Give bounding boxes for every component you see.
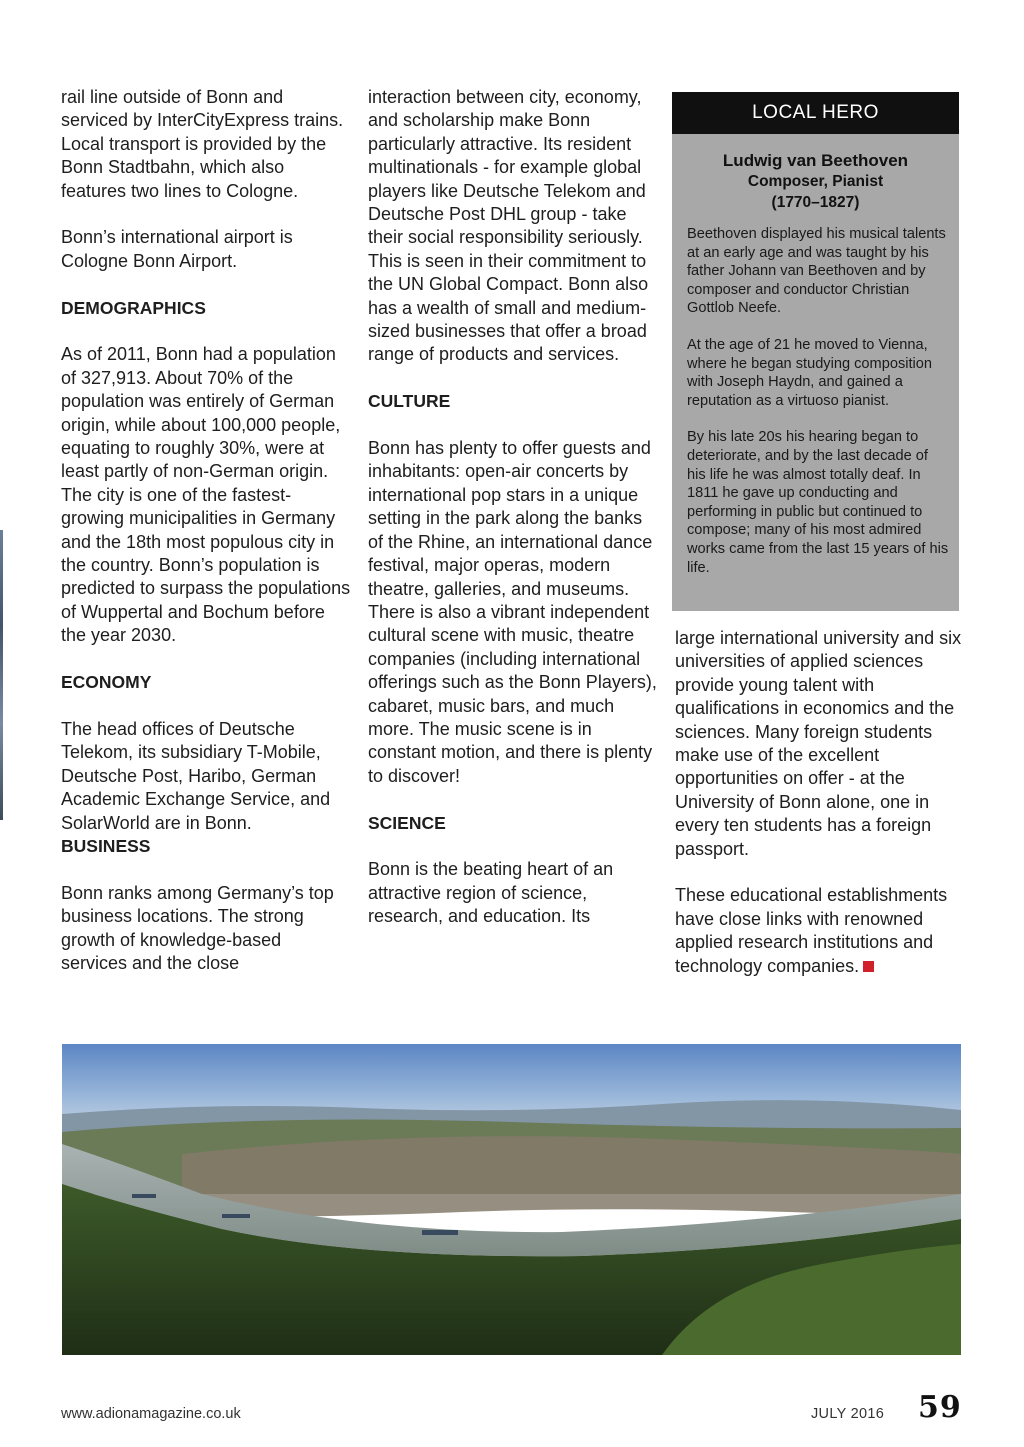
paragraph: Bonn ranks among Germany’s top business locations. The strong growth of knowledge-based services and the close bbox=[61, 882, 334, 973]
paragraph: Bonn’s international airport is Cologne Bonn Airport. bbox=[61, 227, 293, 271]
section-heading-business: BUSINESS bbox=[61, 835, 151, 856]
paragraph-text: These educational establishments have close links with renowned applied research institutions and technology companies. bbox=[675, 885, 948, 976]
boat bbox=[132, 1194, 156, 1198]
footer-issue-date: JULY 2016 bbox=[811, 1406, 885, 1422]
page-edge-strip bbox=[0, 530, 3, 820]
sidebar-body bbox=[672, 213, 959, 577]
paragraph: The head offices of Deutsche Telekom, its subsidiary T-Mobile, Deutsche Post, Haribo, German Academic Exchange Service, and SolarWorld are in Bonn. bbox=[61, 718, 331, 833]
section-heading-culture: CULTURE bbox=[368, 391, 451, 412]
article-column-3 bbox=[675, 627, 967, 1001]
section-heading-economy: ECONOMY bbox=[61, 672, 152, 693]
sidebar-paragraph: Beethoven displayed his musical talents at an early age and was taught by his father Johann van Beethoven and by composer and conductor Christian Gottlob Neefe. bbox=[687, 226, 946, 317]
sidebar-header: LOCAL HERO bbox=[672, 92, 959, 134]
section-heading-demographics: DEMOGRAPHICS bbox=[61, 297, 206, 318]
footer-website: www.adionamagazine.co.uk bbox=[61, 1406, 241, 1422]
town-area bbox=[182, 1136, 961, 1219]
sidebar-paragraph: By his late 20s his hearing began to deteriorate, and by the last decade of his life he was almost totally deaf. In 1811 he gave up conducting and performing in public but continued to compose; many of his most admired works came from the last 15 years of his life. bbox=[687, 429, 949, 576]
rhine-panorama-photo bbox=[62, 1044, 961, 1355]
paragraph bbox=[675, 884, 967, 978]
paragraph: large international university and six universities of applied sciences provide young talent with qualifications in economics and the sciences. Many foreign students make use of the excellent opportunities on offer - at the University of Bonn alone, one in every ten students has a foreign passport. bbox=[675, 628, 962, 859]
article-column-1 bbox=[61, 86, 351, 999]
sidebar-person-role: Composer, Pianist bbox=[747, 173, 884, 190]
paragraph: As of 2011, Bonn had a population of 327,913. About 70% of the population was entirely of German origin, while about 100,000 people, equating to roughly 30%, were at least partly of non-German origin. The city is one of the fastest-growing municipalities in Germany and the 18th most populous city in the country. Bonn’s population is predicted to surpass the populations of Wuppertal and Bochum before the year 2030. bbox=[61, 344, 351, 646]
paragraph: Bonn is the beating heart of an attractive region of science, research, and education. Its bbox=[368, 859, 614, 927]
sidebar-person-years: (1770–1827) bbox=[771, 194, 860, 211]
rhine-panorama-illustration bbox=[62, 1044, 961, 1355]
local-hero-sidebar bbox=[672, 92, 959, 611]
section-heading-science: SCIENCE bbox=[368, 812, 446, 833]
paragraph: Bonn has plenty to offer guests and inhabitants: open-air concerts by international pop stars in a unique setting in the park along the banks of the Rhine, an international dance festival, major operas, modern theatre, galleries, and museums. There is also a vibrant independent cultural scene with music, theatre companies (including international offerings such as the Bonn Players), cabaret, music bars, and much more. The music scene is in constant motion, and there is plenty to discover! bbox=[368, 438, 657, 786]
article-column-2 bbox=[368, 86, 658, 952]
boat bbox=[222, 1214, 250, 1218]
end-of-article-mark bbox=[863, 961, 874, 972]
boat bbox=[422, 1230, 458, 1235]
sidebar-paragraph: At the age of 21 he moved to Vienna, where he began studying composition with Joseph Haydn, and gained a reputation as a virtuoso pianist. bbox=[687, 336, 933, 409]
page-number: 59 bbox=[918, 1390, 962, 1425]
paragraph: rail line outside of Bonn and serviced by InterCityExpress trains. Local transport is provided by the Bonn Stadtbahn, which also features two lines to Cologne. bbox=[61, 87, 344, 201]
paragraph: interaction between city, economy, and scholarship make Bonn particularly attractive. Its resident multinationals - for example global players like Deutsche Telekom and Deutsche Post DHL group - take their social responsibility seriously. This is seen in their commitment to the UN Global Compact. Bonn also has a wealth of small and medium-sized businesses that offer a broad range of products and services. bbox=[368, 87, 649, 365]
sidebar-person-name: Ludwig van Beethoven bbox=[722, 151, 909, 170]
